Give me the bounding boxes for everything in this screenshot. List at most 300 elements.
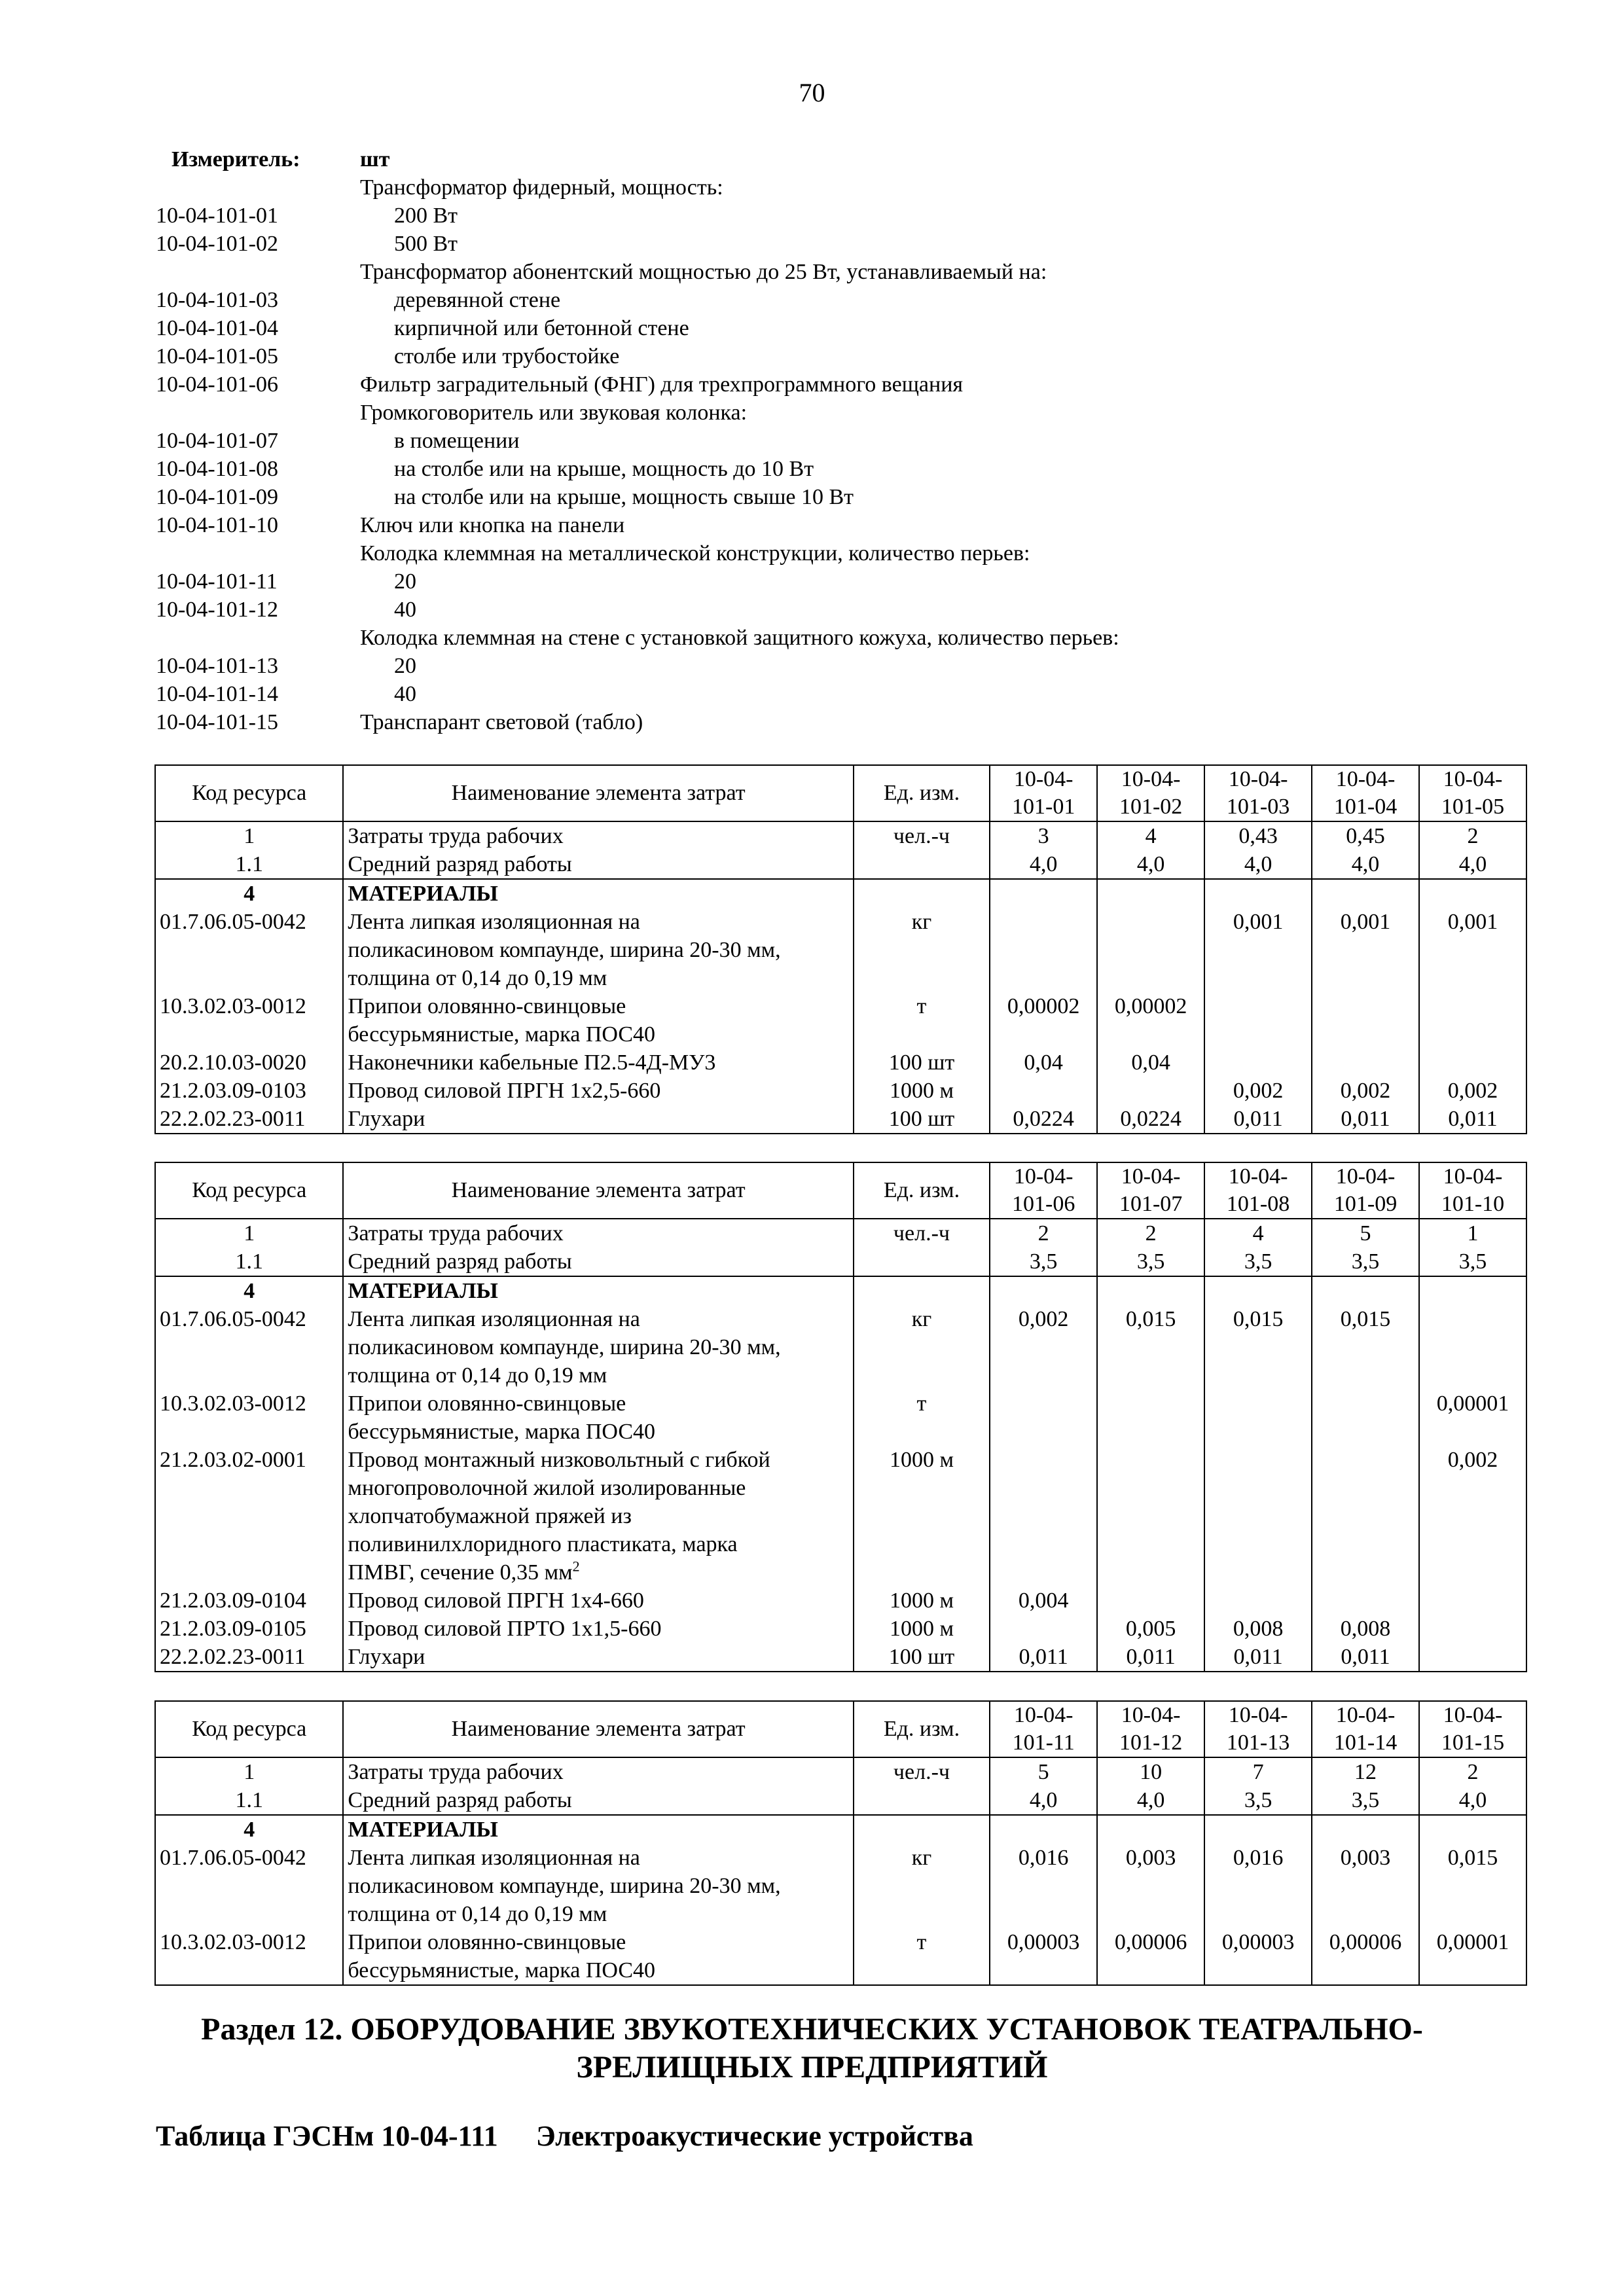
header-norm-code [990, 1701, 1097, 1757]
meter-row [156, 708, 1119, 736]
resource-name-line [348, 1474, 848, 1502]
meter-unit: шт [360, 147, 390, 171]
resource-unit: 1000 м [854, 1615, 990, 1643]
resource-name-line [348, 1105, 848, 1133]
resource-name [343, 850, 853, 879]
resource-row [155, 1757, 1526, 1786]
resource-value: 0,008 [1312, 1615, 1419, 1643]
meter-row-text: Колодка клеммная на металлической конструкции, количество перьев: [360, 541, 1030, 565]
resource-value: 3,5 [1204, 1786, 1312, 1815]
resource-value [1312, 1049, 1419, 1077]
resource-value: 0,016 [990, 1844, 1097, 1928]
header-norm-code-line: 10-04- [1121, 1164, 1181, 1189]
header-code: Код ресурса [155, 1162, 343, 1219]
resource-unit: кг [854, 1305, 990, 1390]
meter-row-text: на столбе или на крыше, мощность свыше 10 Вт [394, 485, 854, 509]
resource-value: 0,0224 [990, 1105, 1097, 1134]
resource-name [343, 1615, 853, 1643]
resource-code: 4 [155, 879, 343, 908]
resource-value: 2 [1419, 1757, 1526, 1786]
header-norm-code [1419, 1701, 1526, 1757]
resource-name-line [348, 964, 848, 992]
resource-row [155, 1815, 1526, 1844]
meter-row [156, 230, 1119, 258]
resource-name-line [348, 1956, 848, 1984]
meter-row-code: 10-04-101-04 [156, 316, 278, 340]
resource-row [155, 1390, 1526, 1446]
resource-value: 0,011 [1312, 1643, 1419, 1672]
header-norm-code [1204, 765, 1312, 821]
meter-row-code [156, 539, 360, 567]
resource-unit: т [854, 992, 990, 1049]
resource-table-2 [154, 1162, 1527, 1672]
resource-code: 4 [155, 1276, 343, 1305]
resource-name-line [348, 1277, 848, 1305]
meter-row-code: 10-04-101-14 [156, 682, 278, 706]
table-title [156, 2119, 973, 2153]
header-norm-code-line: 101-02 [1119, 795, 1183, 819]
meter-row-code: 10-04-101-13 [156, 654, 278, 678]
meter-row-text: деревянной стене [394, 288, 561, 312]
resource-name-line [348, 1502, 848, 1530]
header-norm-code [1312, 765, 1419, 821]
resource-value: 0,00003 [990, 1928, 1097, 1985]
resource-value [1312, 1446, 1419, 1587]
resource-name-line [348, 1049, 848, 1077]
header-norm-code-line: 10-04- [1228, 1703, 1288, 1727]
resource-unit [854, 1247, 990, 1276]
meter-row-code: 10-04-101-06 [156, 372, 278, 397]
resource-unit: кг [854, 1844, 990, 1928]
resource-unit: т [854, 1928, 990, 1985]
section-title-line-2: ЗРЕЛИЩНЫХ ПРЕДПРИЯТИЙ [576, 2050, 1048, 2085]
table-title-code: Таблица ГЭСНм 10-04-111 [156, 2120, 498, 2152]
resource-value [990, 879, 1097, 908]
meter-row [156, 652, 1119, 680]
header-norm-code-line: 101-01 [1012, 795, 1075, 819]
header-norm-code-line: 101-05 [1441, 795, 1505, 819]
meter-row [156, 202, 1119, 230]
meter-row-text: 20 [394, 569, 416, 594]
resource-name-line [348, 1530, 848, 1558]
resource-row [155, 1446, 1526, 1587]
resource-value: 0,001 [1419, 908, 1526, 992]
resource-value [1419, 1276, 1526, 1305]
resource-code: 01.7.06.05-0042 [155, 1305, 343, 1390]
header-norm-code [1097, 1701, 1204, 1757]
resource-value: 3,5 [990, 1247, 1097, 1276]
resource-unit: чел.-ч [854, 1219, 990, 1247]
resource-name-line [348, 1446, 848, 1474]
resource-name-text: толщина от 0,14 до 0,19 мм [348, 966, 607, 990]
meter-row-code: 10-04-101-10 [156, 513, 278, 537]
resource-unit [854, 850, 990, 879]
resource-name [343, 1815, 853, 1844]
resource-name-text: Лента липкая изоляционная на [348, 1307, 640, 1331]
resource-name [343, 1587, 853, 1615]
header-norm-code [1204, 1162, 1312, 1219]
meter-row [156, 399, 1119, 427]
resource-value [1097, 908, 1204, 992]
resource-name-text: Провод монтажный низковольтный с гибкой [348, 1448, 770, 1472]
resource-value [1204, 1276, 1312, 1305]
header-norm-code [1419, 1162, 1526, 1219]
resource-name-line [348, 1872, 848, 1900]
resource-value [1204, 1446, 1312, 1587]
resource-name-text: Провод силовой ПРГН 1х4-660 [348, 1588, 644, 1613]
resource-unit: чел.-ч [854, 821, 990, 850]
resource-code: 10.3.02.03-0012 [155, 1928, 343, 1985]
resource-row [155, 1077, 1526, 1105]
meter-row-text: 20 [394, 654, 416, 678]
meter-row-code: 10-04-101-12 [156, 598, 278, 622]
meter-row [156, 680, 1119, 708]
resource-name [343, 1446, 853, 1587]
resource-name-line [348, 1361, 848, 1390]
resource-value: 5 [990, 1757, 1097, 1786]
resource-name [343, 879, 853, 908]
resource-value: 4,0 [1419, 850, 1526, 879]
header-norm-code-line: 101-10 [1441, 1192, 1505, 1216]
resource-name-text: Провод силовой ПРТО 1х1,5-660 [348, 1617, 662, 1641]
resource-name-text: поливинилхлоридного пластиката, марка [348, 1532, 738, 1556]
resource-value: 0,04 [1097, 1049, 1204, 1077]
resource-value: 0,003 [1312, 1844, 1419, 1928]
header-norm-code [1204, 1701, 1312, 1757]
meter-row-code: 10-04-101-11 [156, 569, 278, 594]
resource-row [155, 879, 1526, 908]
resource-value: 4,0 [990, 850, 1097, 879]
resource-name-line [348, 1390, 848, 1418]
resource-value: 0,004 [990, 1587, 1097, 1615]
header-norm-code-line: 101-07 [1119, 1192, 1183, 1216]
resource-value: 2 [1419, 821, 1526, 850]
header-norm-code-line: 10-04- [1443, 1164, 1503, 1189]
resource-name [343, 1643, 853, 1672]
resource-name [343, 992, 853, 1049]
resource-value: 4,0 [1097, 850, 1204, 879]
resource-value: 3,5 [1419, 1247, 1526, 1276]
header-norm-code-line: 10-04- [1335, 1703, 1396, 1727]
meter-row-code: 10-04-101-02 [156, 232, 278, 256]
section-title-line-1: Раздел 12. ОБОРУДОВАНИЕ ЗВУКОТЕХНИЧЕСКИХ УСТАНОВОК ТЕАТРАЛЬНО- [201, 2012, 1423, 2047]
resource-value: 0,002 [1419, 1077, 1526, 1105]
resource-value [990, 1390, 1097, 1446]
resource-value [1312, 1587, 1419, 1615]
resource-row [155, 1219, 1526, 1247]
resource-unit: чел.-ч [854, 1757, 990, 1786]
resource-value [1204, 1049, 1312, 1077]
resource-unit: 1000 м [854, 1446, 990, 1587]
resource-table-3 [154, 1700, 1527, 1986]
resource-value [990, 1446, 1097, 1587]
resource-code: 21.2.03.09-0103 [155, 1077, 343, 1105]
resource-row [155, 1587, 1526, 1615]
resource-value [990, 1615, 1097, 1643]
resource-value: 0,005 [1097, 1615, 1204, 1643]
resource-value: 0,011 [1419, 1105, 1526, 1134]
meter-row-text: Громкоговоритель или звуковая колонка: [360, 401, 748, 425]
resource-unit [854, 1786, 990, 1815]
resource-value: 4,0 [1204, 850, 1312, 879]
resource-value: 0,001 [1204, 908, 1312, 992]
header-norm-code-line: 101-12 [1119, 1731, 1183, 1755]
resource-value: 0,003 [1097, 1844, 1204, 1928]
resource-row [155, 1615, 1526, 1643]
resource-row [155, 1844, 1526, 1928]
resource-name-text: МАТЕРИАЛЫ [348, 1818, 498, 1842]
resource-unit: 1000 м [854, 1587, 990, 1615]
resource-value [1097, 1446, 1204, 1587]
header-norm-code-line: 10-04- [1335, 767, 1396, 791]
resource-name-text: Провод силовой ПРГН 1х2,5-660 [348, 1079, 661, 1103]
resource-value: 0,011 [1204, 1643, 1312, 1672]
meter-row-code: 10-04-101-09 [156, 485, 278, 509]
resource-value [1097, 879, 1204, 908]
resource-row [155, 1247, 1526, 1276]
header-norm-code-line: 10-04- [1121, 1703, 1181, 1727]
resource-value: 3,5 [1312, 1786, 1419, 1815]
resource-value: 2 [1097, 1219, 1204, 1247]
resource-row [155, 1105, 1526, 1134]
meter-row [156, 370, 1119, 399]
meter-row-text: 40 [394, 682, 416, 706]
resource-value: 4,0 [990, 1786, 1097, 1815]
resource-code: 1.1 [155, 1786, 343, 1815]
resource-name [343, 1305, 853, 1390]
header-norm-code [990, 765, 1097, 821]
header-unit: Ед. изм. [854, 1701, 990, 1757]
resource-name-text: Средний разряд работы [348, 1249, 572, 1274]
resource-name [343, 1390, 853, 1446]
resource-name-text: ПМВГ, сечение 0,35 мм [348, 1560, 573, 1585]
resource-name-text: толщина от 0,14 до 0,19 мм [348, 1363, 607, 1388]
section-title [0, 2011, 1624, 2087]
resource-value: 3,5 [1312, 1247, 1419, 1276]
resource-name-line [348, 908, 848, 936]
resource-value: 12 [1312, 1757, 1419, 1786]
resource-value: 4,0 [1419, 1786, 1526, 1815]
resource-value [1097, 1390, 1204, 1446]
resource-value [1419, 1305, 1526, 1390]
resource-value: 0,00001 [1419, 1928, 1526, 1985]
header-norm-code-line: 10-04- [1228, 767, 1288, 791]
resource-code: 1 [155, 1219, 343, 1247]
resource-row [155, 1928, 1526, 1985]
resource-value: 0,002 [1312, 1077, 1419, 1105]
resource-value [990, 908, 1097, 992]
table-header-row [155, 1701, 1526, 1757]
resource-name [343, 908, 853, 992]
resource-name-text: Глухари [348, 1107, 425, 1131]
table-title-name: Электроакустические устройства [535, 2120, 973, 2152]
resource-value [1419, 1615, 1526, 1643]
resource-name-line [348, 1020, 848, 1049]
meter-row-text: столбе или трубостойке [394, 344, 620, 368]
meter-row [156, 596, 1119, 624]
resource-value: 0,015 [1204, 1305, 1312, 1390]
resource-name-text: Затраты труда рабочих [348, 1221, 564, 1246]
meter-row-text: 40 [394, 598, 416, 622]
header-name: Наименование элемента затрат [343, 1162, 853, 1219]
resource-value: 1 [1419, 1219, 1526, 1247]
resource-name-line [348, 992, 848, 1020]
meter-row [156, 258, 1119, 286]
resource-value: 4,0 [1312, 850, 1419, 879]
resource-name-line [348, 1758, 848, 1786]
meter-row [156, 286, 1119, 314]
resource-value [1097, 1077, 1204, 1105]
resource-value: 0,43 [1204, 821, 1312, 850]
meter-row-text: 200 Вт [394, 204, 458, 228]
resource-name-text: хлопчатобумажной пряжей из [348, 1504, 632, 1528]
resource-name-line [348, 1077, 848, 1105]
resource-value: 7 [1204, 1757, 1312, 1786]
resource-name-text: МАТЕРИАЛЫ [348, 882, 498, 906]
resource-name [343, 1786, 853, 1815]
resource-name [343, 821, 853, 850]
resource-value: 3,5 [1204, 1247, 1312, 1276]
meter-row-code [156, 624, 360, 652]
meter-row-code: 10-04-101-03 [156, 288, 278, 312]
resource-code: 20.2.10.03-0020 [155, 1049, 343, 1077]
meter-row [156, 455, 1119, 483]
header-norm-code [1312, 1701, 1419, 1757]
header-norm-code-line: 101-04 [1333, 795, 1398, 819]
meter-row [156, 483, 1119, 511]
resource-value: 0,45 [1312, 821, 1419, 850]
resource-name-text: Затраты труда рабочих [348, 824, 564, 848]
resource-value [1312, 879, 1419, 908]
resource-value: 0,011 [990, 1643, 1097, 1672]
resource-unit: 100 шт [854, 1643, 990, 1672]
header-norm-code-line: 10-04- [1013, 1164, 1074, 1189]
resource-name-text: МАТЕРИАЛЫ [348, 1279, 498, 1303]
meter-row [156, 539, 1119, 567]
resource-value: 0,0224 [1097, 1105, 1204, 1134]
header-unit: Ед. изм. [854, 1162, 990, 1219]
header-norm-code-line: 101-06 [1012, 1192, 1075, 1216]
resource-name-line [348, 1643, 848, 1671]
resource-code: 1.1 [155, 850, 343, 879]
resource-name-line [348, 1418, 848, 1446]
resource-name-line [348, 1219, 848, 1247]
resource-value [1312, 1276, 1419, 1305]
header-norm-code-line: 10-04- [1121, 767, 1181, 791]
resource-name [343, 1928, 853, 1985]
resource-name-text: Средний разряд работы [348, 852, 572, 876]
meter-row-text: Колодка клеммная на стене с установкой защитного кожуха, количество перьев: [360, 626, 1119, 650]
header-norm-code-line: 10-04- [1013, 1703, 1074, 1727]
resource-row [155, 821, 1526, 850]
resource-unit: 100 шт [854, 1049, 990, 1077]
header-code: Код ресурса [155, 765, 343, 821]
resource-name-line [348, 1247, 848, 1276]
resource-name-text: Припои оловянно-свинцовые [348, 1930, 626, 1954]
resource-value: 0,002 [1419, 1446, 1526, 1587]
resource-value [1204, 1815, 1312, 1844]
header-code: Код ресурса [155, 1701, 343, 1757]
resource-value: 0,015 [1419, 1844, 1526, 1928]
resource-name-line [348, 1305, 848, 1333]
resource-value [990, 1077, 1097, 1105]
resource-value: 0,00002 [990, 992, 1097, 1049]
resource-value [1419, 1587, 1526, 1615]
resource-value [1419, 1049, 1526, 1077]
header-norm-code [1419, 765, 1526, 821]
meter-row-code: 10-04-101-07 [156, 429, 278, 453]
resource-name [343, 1077, 853, 1105]
meter-row [156, 342, 1119, 370]
resource-row [155, 908, 1526, 992]
resource-value: 5 [1312, 1219, 1419, 1247]
meter-row-code [156, 399, 360, 427]
resource-value [1097, 1276, 1204, 1305]
resource-value [1312, 992, 1419, 1049]
meter-row [156, 624, 1119, 652]
meter-row-code [156, 258, 360, 286]
resource-value: 0,00001 [1419, 1390, 1526, 1446]
resource-name-line [348, 822, 848, 850]
resource-value [1204, 1390, 1312, 1446]
resource-name [343, 1049, 853, 1077]
resource-value: 0,04 [990, 1049, 1097, 1077]
resource-row [155, 1786, 1526, 1815]
resource-name-text: Наконечники кабельные П2.5-4Д-МУ3 [348, 1050, 716, 1075]
meter-row-code: 10-04-101-08 [156, 457, 278, 481]
resource-value: 4,0 [1097, 1786, 1204, 1815]
resource-unit [854, 879, 990, 908]
header-norm-code-line: 101-09 [1333, 1192, 1398, 1216]
resource-unit: 100 шт [854, 1105, 990, 1134]
meter-row-text: кирпичной или бетонной стене [394, 316, 689, 340]
resource-table-1 [154, 764, 1527, 1134]
resource-value [1312, 1390, 1419, 1446]
resource-value: 0,015 [1097, 1305, 1204, 1390]
resource-value: 0,015 [1312, 1305, 1419, 1390]
header-unit: Ед. изм. [854, 765, 990, 821]
resource-value: 0,00002 [1097, 992, 1204, 1049]
resource-code: 22.2.02.23-0011 [155, 1105, 343, 1134]
resource-row [155, 1049, 1526, 1077]
superscript: 2 [572, 1558, 580, 1575]
resource-unit [854, 1276, 990, 1305]
resource-unit [854, 1815, 990, 1844]
meter-row-text: 500 Вт [394, 232, 458, 256]
meter-row [156, 511, 1119, 539]
resource-name-text: толщина от 0,14 до 0,19 мм [348, 1902, 607, 1926]
header-norm-code-line: 10-04- [1443, 1703, 1503, 1727]
resource-value: 0,00003 [1204, 1928, 1312, 1985]
resource-value: 0,002 [1204, 1077, 1312, 1105]
resource-code: 21.2.03.02-0001 [155, 1446, 343, 1587]
resource-name-line [348, 1900, 848, 1928]
resource-name-line [348, 1587, 848, 1615]
resource-value: 0,011 [1312, 1105, 1419, 1134]
resource-value: 2 [990, 1219, 1097, 1247]
meter-row [156, 314, 1119, 342]
resource-name-line [348, 936, 848, 964]
resource-name-line [348, 1816, 848, 1844]
header-norm-code-line: 101-15 [1441, 1731, 1505, 1755]
resource-code: 01.7.06.05-0042 [155, 1844, 343, 1928]
resource-row [155, 992, 1526, 1049]
resource-name-line [348, 1786, 848, 1814]
resource-unit: кг [854, 908, 990, 992]
resource-row [155, 1305, 1526, 1390]
meter-row-code: 10-04-101-15 [156, 710, 278, 734]
resource-value [1097, 1815, 1204, 1844]
